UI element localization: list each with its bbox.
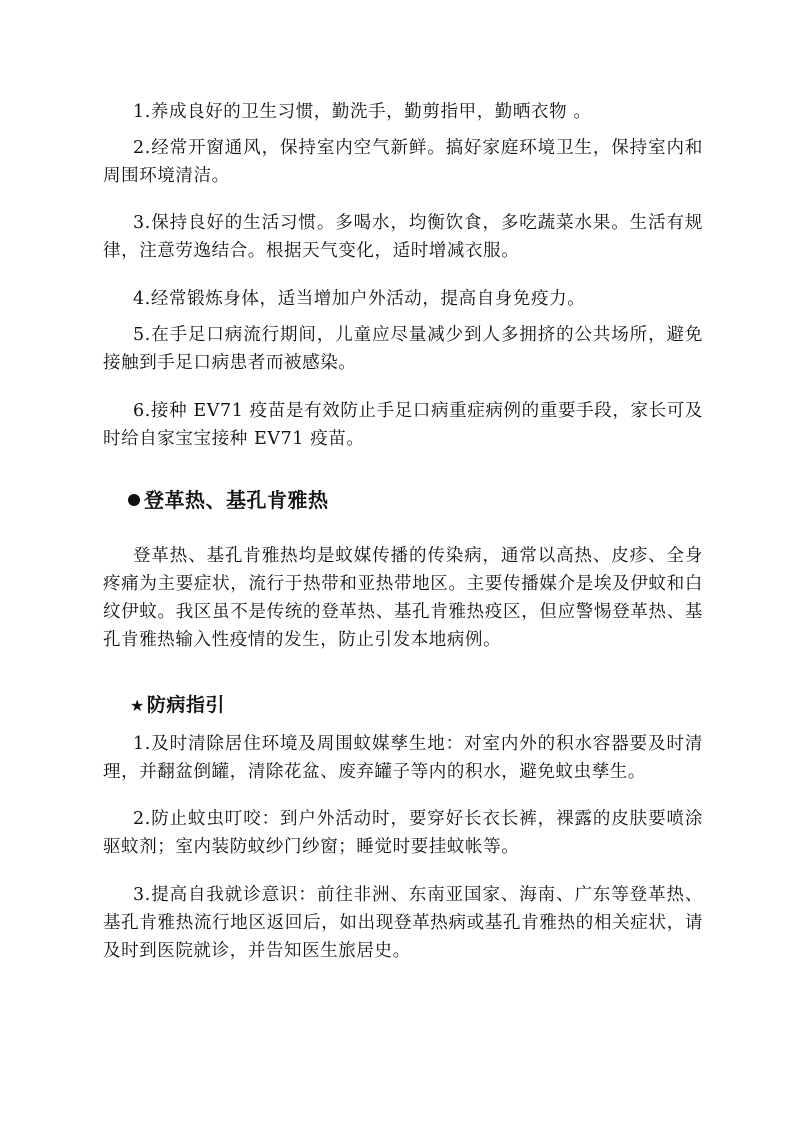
prevention-item-1: 1.养成良好的卫生习惯，勤洗手，勤剪指甲，勤晒衣物 。	[133, 102, 592, 122]
guide-item-1: 1.及时清除居住环境及周围蚊媒孳生地：对室内外的积水容器要及时清理，并翻盆倒罐，清除花盆、废弃罐子等内的积水，避免蚊虫孳生。	[103, 734, 703, 782]
section-intro-paragraph: 登革热、基孔肯雅热均是蚊媒传播的传染病，通常以高热、皮疹、全身疼痛为主要症状，流行于热带和亚热带地区。主要传播媒介是埃及伊蚊和白纹伊蚊。我区虽不是传统的登革热、基孔肯雅热疫区，但应警惕登革热、基孔肯雅热输入性疫情的发生，防止引发本地病例。	[103, 546, 703, 650]
guide-item-3: 3.提高自我就诊意识：前往非洲、东南亚国家、海南、广东等登革热、基孔肯雅热流行地区返回后，如出现登革热病或基孔肯雅热的相关症状，请及时到医院就诊，并告知医生旅居史。	[103, 885, 703, 961]
prevention-item-5: 5.在手足口病流行期间，儿童应尽量减少到人多拥挤的公共场所，避免接触到手足口病患者而被感染。	[103, 325, 703, 373]
filled-circle-bullet-icon	[128, 494, 140, 506]
guide-heading	[130, 691, 225, 720]
section-title: 登革热、基孔肯雅热	[144, 488, 329, 512]
guide-title: 防病指引	[146, 694, 225, 716]
prevention-item-4: 4.经常锻炼身体，适当增加户外活动，提高自身免疫力。	[133, 289, 586, 309]
prevention-item-6: 6.接种 EV71 疫苗是有效防止手足口病重症病例的重要手段，家长可及时给自家宝宝接种 EV71 疫苗。	[103, 401, 703, 449]
guide-item-2: 2.防止蚊虫叮咬：到户外活动时，要穿好长衣长裤，裸露的皮肤要喷涂驱蚊剂；室内装防蚊纱门纱窗；睡觉时要挂蚊帐等。	[103, 809, 703, 857]
star-icon: ★	[130, 696, 145, 715]
section-heading	[128, 486, 329, 514]
prevention-item-3: 3.保持良好的生活习惯。多喝水，均衡饮食，多吃蔬菜水果。生活有规律，注意劳逸结合。根据天气变化，适时增减衣服。	[103, 213, 703, 261]
prevention-item-2: 2.经常开窗通风，保持室内空气新鲜。搞好家庭环境卫生，保持室内和周围环境清洁。	[103, 138, 703, 186]
